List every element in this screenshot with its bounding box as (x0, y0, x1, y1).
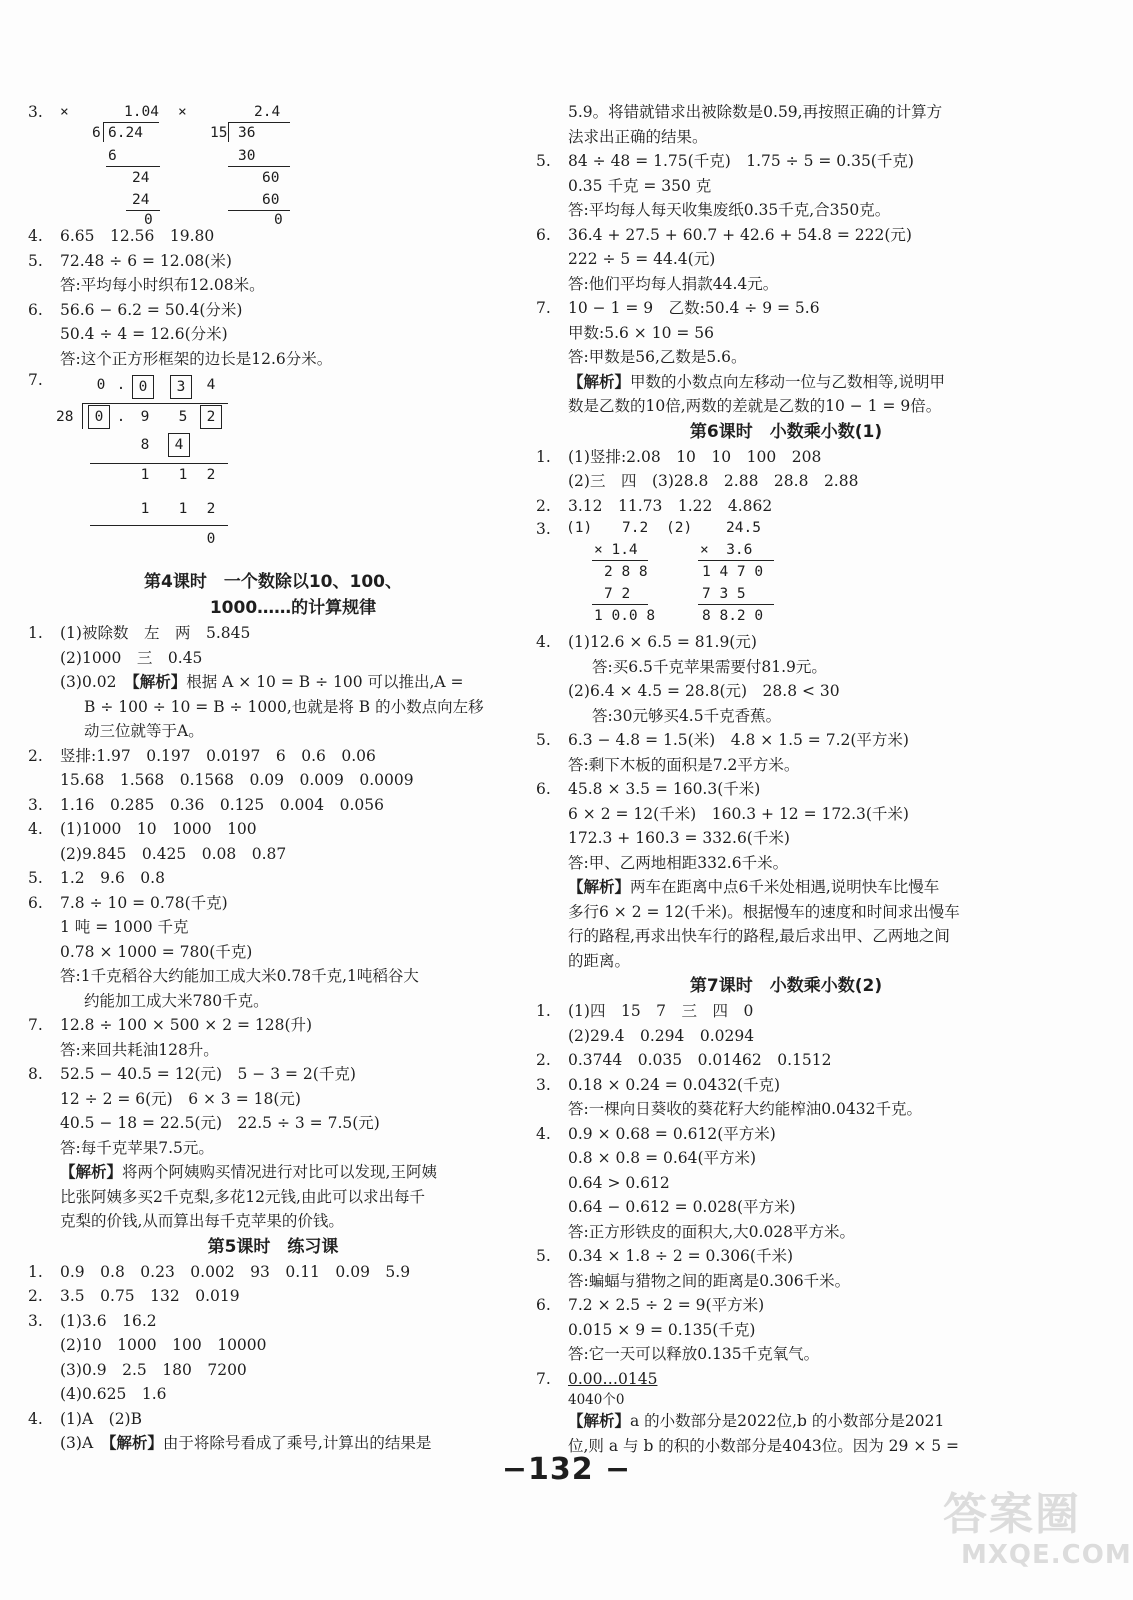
left-line: 比张阿姨多买2千克梨,多花12元钱,由此可以求出每千 (60, 1187, 425, 1206)
q7-answer-box: 2 (200, 405, 222, 429)
left-line: 50.4 ÷ 4 = 12.6(分米) (60, 325, 228, 343)
right-line: 7. 10 − 1 = 9 乙数:50.4 ÷ 9 = 5.6 (536, 299, 820, 317)
right-line: 6. 36.4 + 27.5 + 60.7 + 42.6 + 54.8 = 222(元) (536, 225, 912, 244)
lesson-4-title-cont: 1000……的计算规律 (209, 598, 377, 618)
right-line: 4. 0.9 × 0.68 = 0.612(平方米) (536, 1124, 776, 1143)
left-line: 7. 12.8 ÷ 100 × 500 × 2 = 128(升) (28, 1016, 313, 1034)
left-column (28, 100, 518, 1456)
right-line: 5. 6.3 − 4.8 = 1.5(米) 4.8 × 1.5 = 7.2(平方米) (536, 731, 909, 749)
left-line: 4. (1)A (2)B (28, 1409, 142, 1428)
watermark-text: 答案圈 (943, 1489, 1081, 1540)
left-line: 4. 6.65 12.56 19.80 (28, 227, 215, 245)
right-line: 答:蝙蝠与猎物之间的距离是0.306千米。 (568, 1271, 851, 1290)
q3a-quotient: 1.04 (124, 104, 159, 120)
left-line: 5. 72.48 ÷ 6 = 12.08(米) (28, 251, 232, 270)
left-line: 8. 52.5 − 40.5 = 12(元) 5 − 3 = 2(千克) (28, 1065, 356, 1083)
left-line: 40.5 − 18 = 22.5(元) 22.5 ÷ 3 = 7.5(元) (60, 1114, 380, 1132)
q3b-rem2: 0 (274, 212, 283, 228)
right-line: 5. 84 ÷ 48 = 1.75(千克) 1.75 ÷ 5 = 0.35(千克) (536, 152, 914, 170)
left-line: 12 ÷ 2 = 6(元) 6 × 3 = 18(元) (60, 1089, 301, 1108)
right-line: 答:平均每人每天收集废纸0.35千克,合350克。 (568, 201, 891, 219)
q3a-sub1: 6 (108, 148, 117, 164)
right-line: 答:它一天可以释放0.135千克氧气。 (568, 1345, 820, 1363)
q3b-vinculum (228, 122, 290, 123)
left-line: 6. 56.6 − 6.2 = 50.4(分米) (28, 300, 243, 319)
left-line: 0.78 × 1000 = 780(千克) (60, 942, 253, 961)
lesson-4-title: 第4课时 一个数除以10、100、 (144, 572, 402, 592)
right-line-brace-label: 4040个0 (568, 1392, 625, 1408)
lesson-5-title: 第5课时 练习课 (207, 1236, 339, 1257)
left-line: 1. 0.9 0.8 0.23 0.002 93 0.11 0.09 5.9 (28, 1262, 411, 1281)
left-line: 克梨的价钱,从而算出每千克苹果的价钱。 (60, 1212, 344, 1230)
left-line: 答:平均每小时织布12.08米。 (60, 276, 265, 294)
right-line: 2. 0.3744 0.035 0.01462 0.1512 (536, 1051, 832, 1069)
right-line: 6. 7.2 × 2.5 ÷ 2 = 9(平方米) (536, 1296, 765, 1314)
right-line: 位,则 a 与 b 的积的小数部分是4043位。因为 29 × 5 = (568, 1436, 960, 1455)
analysis-tag: 【解析】 (131, 673, 187, 691)
left-line: 3. (1)3.6 16.2 (28, 1311, 157, 1330)
left-line: 3. 1.16 0.285 0.36 0.125 0.004 0.056 (28, 795, 385, 814)
right-line: 甲数:5.6 × 10 = 56 (568, 323, 715, 342)
q3b-rem1: 60 (262, 170, 280, 186)
mult-a-line1 (592, 560, 648, 561)
right-line: 【解析】两车在距离中点6千米处相遇,说明快车比慢车 (568, 878, 940, 896)
q3a-dividend: 6.24 (108, 125, 143, 141)
q7-answer-box: 4 (168, 433, 190, 457)
watermark-logo (917, 1478, 1132, 1588)
q3-mark-a: × (60, 104, 69, 120)
mult-b-line1 (698, 560, 774, 561)
left-line: 4. (1)1000 10 1000 100 (28, 820, 257, 838)
right-line: 答:他们平均每人捐款44.4元。 (568, 274, 779, 293)
left-q7-division: 7. 0 . 0 3 4 28 0 . 9 5 2 8 4 1 1 2 1 1 2 0 (28, 371, 518, 569)
q3b-divisor: 15 (210, 125, 228, 141)
right-line: 1. (1)四 15 7 三 四 0 (536, 1002, 754, 1020)
q3a-divisor: 6 (92, 125, 101, 141)
q7-answer-box: 0 (88, 405, 110, 429)
q3b-quotient: 2.4 (254, 104, 281, 120)
q3b-dividend: 36 (238, 125, 256, 141)
q3a-line2 (126, 210, 160, 211)
right-line: 5.9。将错就错求出被除数是0.59,再按照正确的计算方 (568, 103, 943, 121)
left-line: (2)1000 三 0.45 (60, 648, 203, 667)
analysis-tag: 【解析】 (568, 878, 631, 896)
right-line: 【解析】a 的小数部分是2022位,b 的小数部分是2021 (568, 1412, 945, 1430)
q3-mark-b: × (178, 104, 187, 120)
mult-a-line2 (592, 604, 648, 605)
q3a-rem1: 24 (132, 170, 150, 186)
right-line: 答:正方形铁皮的面积大,大0.028平方米。 (568, 1222, 856, 1241)
right-line: 6 × 2 = 12(千米) 160.3 + 12 = 172.3(千米) (568, 804, 909, 823)
left-line: 答:每千克苹果7.5元。 (60, 1138, 214, 1157)
left-line: (2)9.845 0.425 0.08 0.87 (60, 844, 287, 863)
right-line: 2. 3.12 11.73 1.22 4.862 (536, 496, 773, 515)
right-line: 6. 45.8 × 3.5 = 160.3(千米) (536, 780, 761, 798)
right-line: 数是乙数的10倍,两数的差就是乙数的10 − 1 = 9倍。 (568, 397, 942, 415)
left-line: 2. 竖排:1.97 0.197 0.0197 6 0.6 0.06 (28, 746, 376, 765)
right-line: 4. (1)12.6 × 6.5 = 81.9(元) (536, 633, 757, 651)
right-line: 答:30元够买4.5千克香蕉。 (592, 706, 782, 725)
right-line: 答:剩下木板的面积是7.2平方米。 (568, 755, 800, 774)
mult-b-line2 (698, 604, 774, 605)
right-line: 答:甲、乙两地相距332.6千米。 (568, 853, 789, 872)
right-line: 0.35 千克 = 350 克 (568, 176, 712, 195)
right-line: 172.3 + 160.3 = 332.6(千米) (568, 829, 790, 847)
right-line: 1. (1)竖排:2.08 10 10 100 208 (536, 447, 822, 466)
q3a-vinculum (103, 122, 159, 123)
left-line: 动三位就等于A。 (84, 722, 204, 740)
left-line: B ÷ 100 ÷ 10 = B ÷ 1000,也就是将 B 的小数点向左移 (84, 697, 484, 716)
right-line: 答:一棵向日葵收的葵花籽大约能榨油0.0432千克。 (568, 1100, 922, 1118)
right-line: 222 ÷ 5 = 44.4(元) (568, 250, 716, 268)
left-q3-divisions (28, 100, 518, 228)
lesson-7-title: 第7课时 小数乘小数(2) (689, 976, 883, 996)
q3b-sub2: 60 (262, 192, 280, 208)
right-line: 0.64 − 0.612 = 0.028(平方米) (568, 1198, 796, 1216)
right-column (536, 100, 1036, 1458)
q7-number: 7. (28, 371, 43, 389)
q3a-bracket (103, 122, 104, 142)
left-line: 【解析】将两个阿姨购买情况进行对比可以发现,王阿姨 (60, 1163, 437, 1181)
left-line: (3)A 【解析】由于将除号看成了乘号,计算出的结果是 (60, 1434, 432, 1452)
watermark-url: MXQE.COM (961, 1540, 1132, 1570)
q7-line2 (90, 525, 228, 526)
left-line: (3)0.9 2.5 180 7200 (60, 1360, 247, 1379)
q3b-sub1: 30 (238, 148, 256, 164)
right-line: 0.8 × 0.8 = 0.64(平方米) (568, 1149, 757, 1167)
left-line: 1 吨 = 1000 千克 (60, 918, 189, 936)
q7-bracket (82, 403, 83, 429)
right-q3-multiplications: 3. (1) 7.2 × 1.4 2 8 8 7 2 1 0.0 8 (2) 24.5 × 3.6 1 4 7 0 7 3 5 8 8.2 0 (536, 518, 1036, 630)
q3b-line2 (228, 210, 290, 211)
right-line: 7. 0.00…0145 (536, 1369, 658, 1388)
left-line: 2. 3.5 0.75 132 0.019 (28, 1287, 240, 1305)
analysis-tag: 【解析】 (108, 1434, 163, 1452)
left-line: 答:这个正方形框架的边长是12.6分米。 (60, 349, 333, 368)
q3b-line1 (228, 166, 290, 167)
page-number: −132 − (501, 1452, 632, 1487)
analysis-tag: 【解析】 (568, 1412, 631, 1430)
q7-divisor: 28 (56, 409, 74, 425)
right-line: (2)三 四 (3)28.8 2.88 28.8 2.88 (568, 472, 859, 490)
left-line: 1. (1)被除数 左 两 5.845 (28, 624, 251, 642)
right-line: 【解析】甲数的小数点向左移动一位与乙数相等,说明甲 (568, 372, 945, 391)
q3a-sub2: 24 (132, 192, 150, 208)
left-line: 6. 7.8 ÷ 10 = 0.78(千克) (28, 893, 228, 912)
right-line: 0.64 > 0.612 (568, 1173, 670, 1192)
q7-answer-box: 3 (170, 375, 192, 399)
left-line: (4)0.625 1.6 (60, 1385, 167, 1403)
lesson-6-title: 第6课时 小数乘小数(1) (689, 421, 883, 442)
q7-vinculum (82, 403, 228, 404)
right-line: (2)29.4 0.294 0.0294 (568, 1026, 755, 1045)
right-line: 3. 0.18 × 0.24 = 0.0432(千克) (536, 1075, 781, 1094)
left-line: (2)10 1000 100 10000 (60, 1336, 267, 1354)
q3a-rem2: 0 (144, 212, 153, 228)
left-line: 15.68 1.568 0.1568 0.09 0.009 0.0009 (60, 771, 414, 789)
q3a-line1 (106, 166, 160, 167)
left-line: (3)0.02 【解析】根据 A × 10 = B ÷ 100 可以推出,A = (60, 673, 464, 691)
right-line: 0.015 × 9 = 0.135(千克) (568, 1320, 756, 1339)
q3-number: 3. (28, 103, 43, 121)
right-line: (2)6.4 × 4.5 = 28.8(元) 28.8 < 30 (568, 682, 840, 700)
q3-number: 3. (536, 520, 551, 538)
left-line: 约能加工成大米780千克。 (84, 991, 269, 1010)
right-line: 5. 0.34 × 1.8 ÷ 2 = 0.306(千米) (536, 1247, 794, 1265)
left-line: 5. 1.2 9.6 0.8 (28, 869, 165, 887)
q3b-bracket (228, 122, 229, 142)
right-line: 答:买6.5千克苹果需要付81.9元。 (592, 657, 827, 676)
analysis-tag: 【解析】 (568, 372, 631, 391)
right-line: 答:甲数是56,乙数是5.6。 (568, 348, 747, 366)
right-line: 多行6 × 2 = 12(千米)。根据慢车的速度和时间求出慢车 (568, 902, 960, 921)
right-line: 法求出正确的结果。 (568, 127, 708, 146)
left-line: 答:来回共耗油128升。 (60, 1040, 219, 1059)
right-line: 的距离。 (568, 951, 631, 970)
q7-line1 (90, 463, 228, 464)
left-line: 答:1千克稻谷大约能加工成大米0.78千克,1吨稻谷大 (60, 967, 419, 985)
q7-answer-box: 0 (132, 375, 154, 399)
analysis-tag: 【解析】 (60, 1163, 123, 1181)
right-line: 行的路程,再求出快车行的路程,最后求出甲、乙两地之间 (568, 927, 950, 945)
